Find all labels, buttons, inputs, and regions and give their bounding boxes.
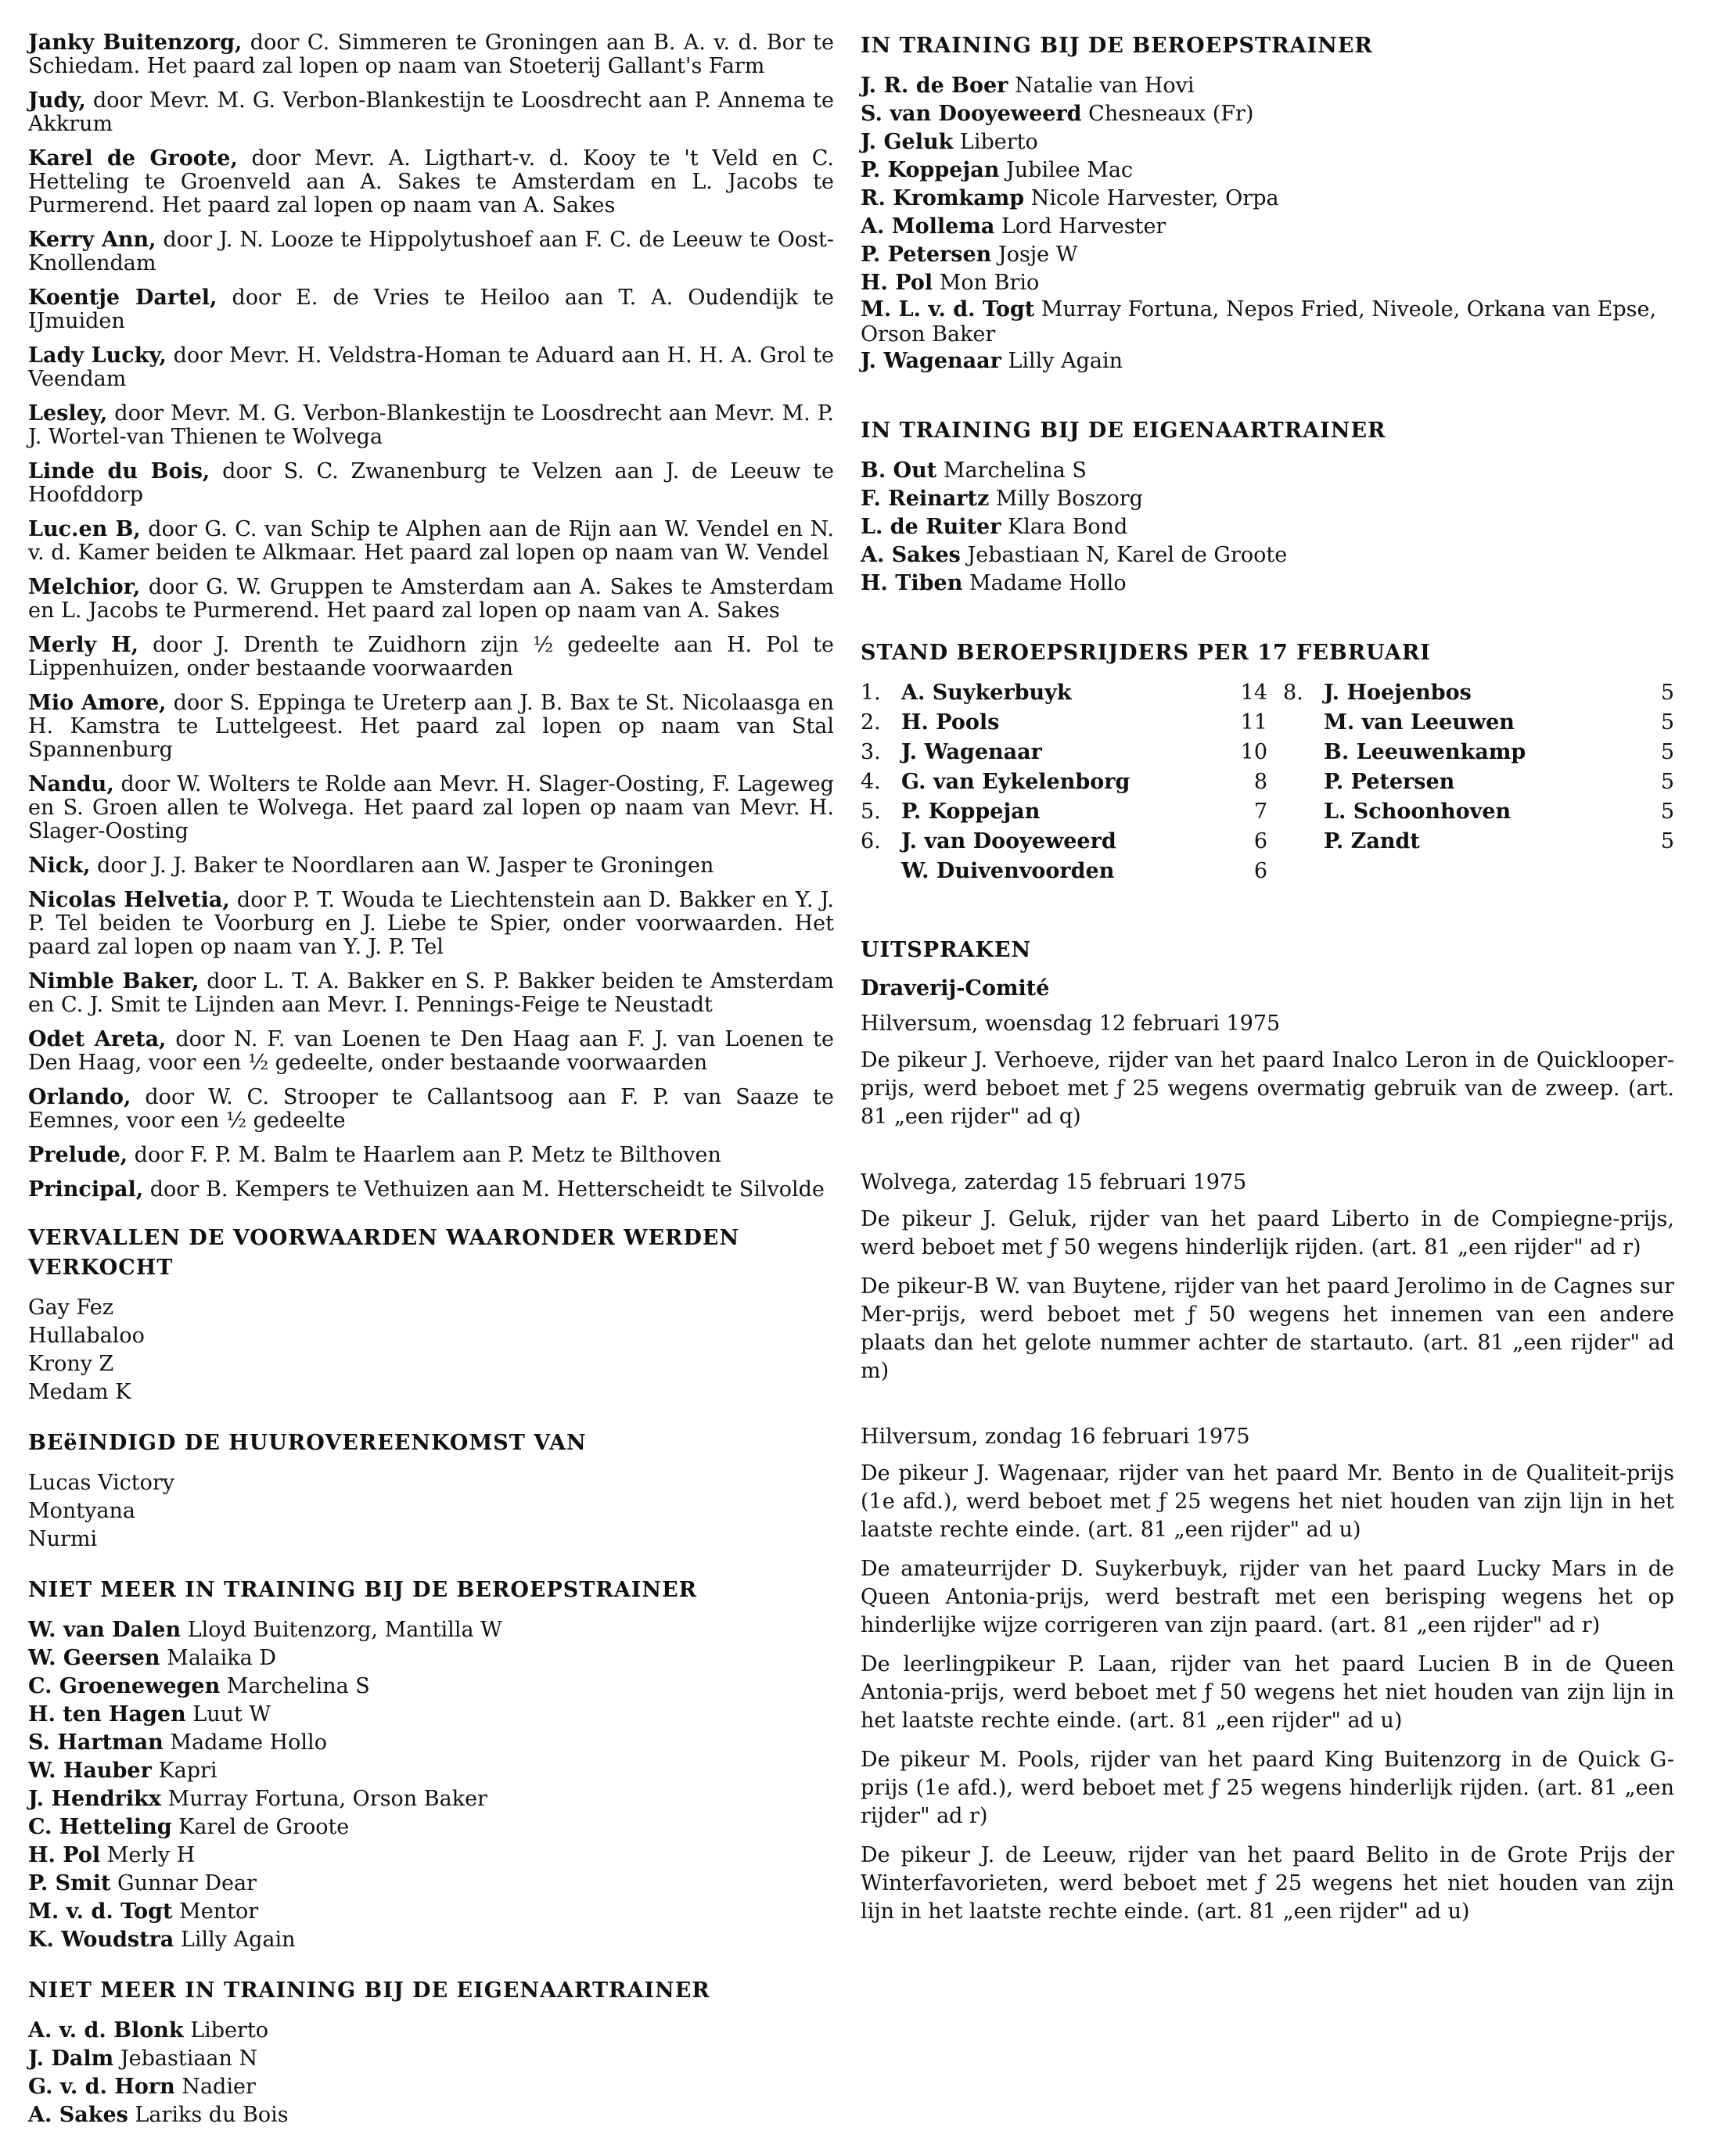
points: 8: [1253, 770, 1267, 794]
section-heading-niet-eigenaar: NIET MEER IN TRAINING BIJ DE EIGENAARTRAINER: [28, 1978, 710, 2003]
trainer-name: C. Groenewegen: [28, 1674, 221, 1698]
trainer-name: W. Hauber: [28, 1759, 152, 1783]
list-item: Medam K: [28, 1380, 131, 1404]
horse-list: Luut W: [192, 1702, 271, 1727]
trainer-name: F. Reinartz: [861, 487, 990, 511]
trainer-row: [861, 156, 1674, 185]
trainer-row: [28, 1673, 834, 1701]
horse-name: Janky Buitenzorg,: [28, 31, 243, 55]
standing-row: [861, 798, 1267, 826]
rank: [1283, 798, 1324, 826]
horse-name: Lady Lucky,: [28, 343, 167, 368]
points: 6: [1253, 829, 1267, 853]
trainer-name: A. v. d. Blonk: [28, 2018, 184, 2043]
rider-name: G. van Eykelenborg: [901, 770, 1130, 794]
horse-list: Lariks du Bois: [135, 2103, 289, 2127]
trainer-name: S. Hartman: [28, 1730, 164, 1755]
horse-list: Jubilee Mac: [1005, 158, 1134, 182]
trainer-name: M. L. v. d. Togt: [861, 297, 1035, 322]
transfer-entry: [28, 773, 834, 843]
trainer-row: [861, 541, 1674, 570]
points: 5: [1660, 740, 1674, 764]
rider-name: M. van Leeuwen: [1324, 710, 1515, 735]
trainer-row: [28, 1870, 834, 1898]
section-heading-stand: STAND BEROEPSRIJDERS PER 17 FEBRUARI: [861, 641, 1431, 665]
transfer-text: door Mevr. A. Ligthart-v. d. Kooy te 't Veld en C. Hetteling te Groenveld aan A. Sakes te Amsterdam en L. Jacobs te Purmerend. Het paard zal lopen op naam van A. Sakes: [28, 146, 834, 217]
trainer-row: [28, 2045, 834, 2073]
horse-name: Lesley,: [28, 401, 108, 426]
trainer-row: [861, 570, 1674, 598]
transfer-entry: [28, 518, 834, 565]
standing-row: [861, 679, 1267, 707]
trainer-name: P. Smit: [28, 1871, 111, 1895]
transfer-entry: [28, 1086, 834, 1133]
horse-list: Josje W: [997, 243, 1078, 267]
standings-table: [861, 679, 1674, 914]
horse-name: Koentje Dartel,: [28, 286, 217, 310]
list-item: Lucas Victory: [28, 1471, 175, 1495]
transfer-entry: [28, 31, 834, 78]
trainer-name: J. Hendrikx: [28, 1787, 161, 1811]
horse-list: Jebastiaan N, Karel de Groote: [967, 543, 1288, 567]
list-item: Montyana: [28, 1499, 135, 1523]
ruling-text: De pikeur J. Verhoeve, rijder van het paard Inalco Leron in de Quicklooper-prijs, werd beboet met ƒ 25 wegens overmatig gebruik van de zweep. (art. 81 „een rijder" ad q): [861, 1048, 1674, 1129]
trainer-name: H. Pol: [861, 271, 933, 295]
points: 5: [1660, 800, 1674, 824]
trainer-row: [861, 457, 1674, 485]
trainer-name: A. Sakes: [28, 2103, 128, 2127]
horse-list: Natalie van Hovi: [1015, 74, 1195, 98]
trainer-name: A. Mollema: [861, 214, 995, 239]
trainer-name: P. Petersen: [861, 243, 992, 267]
section-heading-vervallen: VERVALLEN DE VOORWAARDEN WAARONDER WERDEN VERKOCHT: [28, 1226, 740, 1280]
trainer-name: C. Hetteling: [28, 1815, 172, 1839]
rank: [1283, 738, 1324, 767]
trainer-row: [28, 1813, 834, 1842]
trainer-name: J. Dalm: [28, 2046, 114, 2071]
rank: [1283, 828, 1324, 856]
horse-name: Karel de Groote,: [28, 146, 238, 171]
transfer-text: door G. C. van Schip te Alphen aan de Rijn aan W. Vendel en N. v. d. Kamer beiden te Alkmaar. Het paard zal lopen op naam van W. Vendel: [28, 517, 835, 565]
transfer-text: door P. T. Wouda te Liechtenstein aan D. Bakker en Y. J. P. Tel beiden te Voorburg en J. Liebe te Spier, onder voorwaarden. Het paard zal lopen op naam van Y. J. P. Tel: [28, 888, 834, 959]
points: 10: [1240, 740, 1267, 764]
list-item: Nurmi: [28, 1527, 98, 1551]
transfer-entry: [28, 402, 834, 449]
transfer-entry: [28, 1028, 834, 1075]
trainer-name: P. Koppejan: [861, 158, 1000, 182]
points: 11: [1240, 710, 1267, 735]
trainer-name: K. Woudstra: [28, 1928, 174, 1952]
transfer-text: door W. Wolters te Rolde aan Mevr. H. Slager-Oosting, F. Lageweg en S. Groen allen te Wolvega. Het paard zal lopen op naam van Mevr. H. Slager-Oosting: [28, 772, 834, 843]
rider-name: J. Wagenaar: [901, 740, 1042, 764]
horse-list: Marchelina S: [943, 458, 1087, 483]
list-item: Gay Fez: [28, 1295, 113, 1320]
section-heading-niet-beroeps: NIET MEER IN TRAINING BIJ DE BEROEPSTRAINER: [28, 1578, 698, 1602]
horse-name: Kerry Ann,: [28, 228, 156, 252]
standing-row: [861, 828, 1267, 856]
horse-list: Karel de Groote: [178, 1815, 350, 1839]
trainer-name: B. Out: [861, 458, 937, 483]
rider-name: P. Zandt: [1324, 829, 1420, 853]
horse-list: Marchelina S: [226, 1674, 370, 1698]
standing-row: [861, 768, 1267, 796]
trainer-name: R. Kromkamp: [861, 186, 1025, 210]
trainer-row: [861, 241, 1674, 269]
rider-name: P. Koppejan: [901, 800, 1041, 824]
horse-list: Lilly Again: [1008, 349, 1123, 373]
section-heading-in-beroeps: IN TRAINING BIJ DE BEROEPSTRAINER: [861, 34, 1373, 58]
rider-name: P. Petersen: [1324, 770, 1455, 794]
standing-row: [1283, 768, 1674, 796]
ruling-text: De pikeur J. Wagenaar, rijder van het paard Mr. Bento in de Qualiteit-prijs (1e afd.), werd beboet met ƒ 25 wegens het niet houden van zijn lijn in het laatste rechte einde. (art. 81 „een rijder" ad u): [861, 1461, 1674, 1542]
trainer-row: [28, 1729, 834, 1757]
horse-list: Lord Harvester: [1001, 214, 1166, 239]
transfer-entry: [28, 344, 834, 391]
transfer-entry: [28, 147, 834, 217]
trainer-row: [861, 213, 1674, 241]
transfer-text: door B. Kempers te Vethuizen aan M. Hetterscheidt te Silvolde: [143, 1177, 825, 1202]
trainer-row: [28, 1644, 834, 1673]
rider-name: J. van Dooyeweerd: [901, 829, 1116, 853]
horse-name: Luc.en B,: [28, 517, 141, 541]
trainer-row: [861, 72, 1674, 100]
ruling-text: De leerlingpikeur P. Laan, rijder van het paard Lucien B in de Queen Antonia-prijs, werd beboet met ƒ 50 wegens het niet houden van zijn lijn in het laatste rechte einde. (art. 81 „een rijder" ad u): [861, 1652, 1674, 1733]
trainer-row: [861, 485, 1674, 513]
ruling-date: Hilversum, zondag 16 februari 1975: [861, 1425, 1250, 1449]
horse-name: Orlando,: [28, 1085, 131, 1109]
transfer-list: [28, 31, 834, 1202]
horse-name: Principal,: [28, 1177, 144, 1202]
right-column: [861, 31, 1674, 1937]
ruling-text: De pikeur J. de Leeuw, rijder van het paard Belito in de Grote Prijs der Winterfavorieten, werd beboet met ƒ 25 wegens het niet houden van zijn lijn in het laatste rechte einde. (art. 81 „een rijder" ad u): [861, 1843, 1674, 1924]
transfer-entry: [28, 228, 834, 275]
horse-name: Nandu,: [28, 772, 114, 796]
transfer-entry: [28, 89, 834, 136]
rank: 3.: [861, 740, 881, 764]
standing-row: [861, 857, 1267, 886]
horse-list: Murray Fortuna, Nepos Fried, Niveole, Orkana van Epse, Orson Baker: [861, 297, 1657, 347]
horse-name: Merly H,: [28, 633, 139, 657]
standing-row: [1283, 679, 1674, 707]
trainer-row: [861, 513, 1674, 541]
points: 14: [1240, 681, 1267, 705]
standing-row: [861, 738, 1267, 767]
trainer-row: [861, 269, 1674, 297]
transfer-text: door W. C. Strooper te Callantsoog aan F. P. van Saaze te Eemnes, voor een ½ gedeelte: [28, 1085, 834, 1133]
standing-row: [1283, 709, 1674, 737]
points: 5: [1660, 710, 1674, 735]
trainer-row: [861, 185, 1674, 213]
left-column: [28, 31, 834, 2129]
trainer-name: A. Sakes: [861, 543, 961, 567]
transfer-text: door J. Drenth te Zuidhorn zijn ½ gedeelte aan H. Pol te Lippenhuizen, onder bestaande voorwaarden: [28, 633, 835, 681]
horse-list: Nicole Harvester, Orpa: [1030, 186, 1279, 210]
trainer-name: G. v. d. Horn: [28, 2075, 175, 2099]
horse-name: Judy,: [28, 88, 86, 113]
horse-list: Merly H: [106, 1843, 196, 1867]
trainer-name: M. v. d. Togt: [28, 1899, 173, 1924]
rank: 4.: [861, 770, 881, 794]
section-heading-beeindigd: BEëINDIGD DE HUUROVEREENKOMST VAN: [28, 1431, 587, 1455]
rank: 8.: [1283, 681, 1303, 705]
horse-list: Mon Brio: [939, 271, 1040, 295]
standing-row: [1283, 798, 1674, 826]
trainer-row: [861, 128, 1674, 156]
transfer-entry: [28, 854, 834, 878]
horse-list: Jebastiaan N: [120, 2046, 258, 2071]
transfer-text: door L. T. A. Bakker en S. P. Bakker beiden te Amsterdam en C. J. Smit te Lijnden aan Mevr. I. Pennings-Feige te Neustadt: [28, 969, 834, 1017]
rider-name: W. Duivenvoorden: [901, 859, 1115, 883]
transfer-entry: [28, 1178, 834, 1202]
rank: 1.: [861, 681, 881, 705]
rank: [861, 857, 901, 886]
horse-list: Gunnar Dear: [117, 1871, 257, 1895]
points: 7: [1253, 800, 1267, 824]
standing-row: [1283, 738, 1674, 767]
ruling-text: De pikeur-B W. van Buytene, rijder van het paard Jerolimo in de Cagnes sur Mer-prijs, werd beboet met ƒ 50 wegens het innemen van een andere plaats dan het gelote nummer achter de startauto. (art. 81 „een rijder" ad m): [861, 1274, 1674, 1383]
standing-row: [861, 709, 1267, 737]
trainer-name: H. Tiben: [861, 571, 963, 595]
trainer-row: [28, 2017, 834, 2045]
horse-list: Klara Bond: [1008, 515, 1128, 539]
rider-name: A. Suykerbuyk: [901, 681, 1072, 705]
list-item: Hullabaloo: [28, 1324, 145, 1348]
list-item: Krony Z: [28, 1352, 114, 1376]
transfer-text: door S. C. Zwanenburg te Velzen aan J. de Leeuw te Hoofddorp: [28, 459, 834, 507]
transfer-entry: [28, 634, 834, 681]
horse-list: Liberto: [190, 2018, 269, 2043]
ruling-date: Wolvega, zaterdag 15 februari 1975: [861, 1170, 1247, 1195]
trainer-row: [28, 1842, 834, 1870]
horse-list: Lilly Again: [180, 1928, 296, 1952]
standings-right: [1283, 679, 1674, 857]
trainer-row: [28, 1616, 834, 1644]
points: 5: [1660, 829, 1674, 853]
rank: [1283, 768, 1324, 796]
horse-list: Liberto: [959, 130, 1038, 154]
trainer-row: [28, 1926, 834, 1954]
transfer-text: door E. de Vries te Heiloo aan T. A. Oudendijk te IJmuiden: [28, 286, 834, 333]
trainer-row: [861, 347, 1674, 376]
horse-name: Melchior,: [28, 575, 141, 599]
transfer-text: door S. Eppinga te Ureterp aan J. B. Bax te St. Nicolaasga en H. Kamstra te Luttelgeest. Het paard zal lopen op naam van Stal Spannenburg: [28, 691, 835, 762]
horse-name: Nicolas Helvetia,: [28, 888, 230, 912]
rider-name: H. Pools: [901, 710, 1000, 735]
transfer-text: door J. N. Looze te Hippolytushoef aan F. C. de Leeuw te Oost-Knollendam: [28, 228, 835, 275]
transfer-text: door Mevr. H. Veldstra-Homan te Aduard aan H. H. A. Grol te Veendam: [28, 343, 835, 391]
horse-name: Odet Areta,: [28, 1027, 167, 1051]
transfer-text: door Mevr. M. G. Verbon-Blankestijn te Loosdrecht aan Mevr. M. P. J. Wortel-van Thienen te Wolvega: [28, 401, 834, 449]
horse-name: Prelude,: [28, 1143, 128, 1167]
horse-name: Nick,: [28, 853, 91, 878]
standing-row: [1283, 828, 1674, 856]
horse-name: Nimble Baker,: [28, 969, 199, 994]
horse-list: Nadier: [182, 2075, 256, 2099]
rank: 6.: [861, 829, 881, 853]
horse-list: Lloyd Buitenzorg, Mantilla W: [187, 1618, 502, 1642]
transfer-text: door F. P. M. Balm te Haarlem aan P. Metz te Bilthoven: [128, 1143, 721, 1167]
transfer-entry: [28, 1144, 834, 1167]
trainer-row: [861, 100, 1674, 128]
section-heading-in-eigenaar: IN TRAINING BIJ DE EIGENAARTRAINER: [861, 419, 1386, 443]
horse-list: Mentor: [179, 1899, 259, 1924]
transfer-entry: [28, 889, 834, 959]
rank: [1283, 709, 1324, 737]
horse-list: Chesneaux (Fr): [1088, 102, 1254, 126]
trainer-name: J. R. de Boer: [861, 74, 1008, 98]
rider-name: B. Leeuwenkamp: [1324, 740, 1526, 764]
trainer-row: [28, 2101, 834, 2129]
points: 6: [1253, 859, 1267, 883]
transfer-text: door Mevr. M. G. Verbon-Blankestijn te Loosdrecht aan P. Annema te Akkrum: [28, 88, 834, 136]
transfer-entry: [28, 286, 834, 333]
transfer-text: door C. Simmeren te Groningen aan B. A. v. d. Bor te Schiedam. Het paard zal lopen op naam van Stoeterij Gallant's Farm: [28, 31, 835, 78]
horse-name: Linde du Bois,: [28, 459, 210, 483]
trainer-name: H. Pol: [28, 1843, 101, 1867]
trainer-name: W. Geersen: [28, 1646, 160, 1670]
trainer-name: J. Wagenaar: [861, 349, 1001, 373]
transfer-entry: [28, 576, 834, 623]
transfer-entry: [28, 460, 834, 507]
trainer-row: [861, 297, 1674, 347]
rank: 2.: [861, 710, 881, 735]
points: 5: [1660, 681, 1674, 705]
trainer-row: [28, 1757, 834, 1785]
horse-list: Madame Hollo: [969, 571, 1127, 595]
ruling-text: De pikeur J. Geluk, rijder van het paard Liberto in de Compiegne-prijs, werd beboet met ƒ 50 wegens hinderlijk rijden. (art. 81 „een rijder" ad r): [861, 1207, 1674, 1259]
ruling-text: De amateurrijder D. Suykerbuyk, rijder van het paard Lucky Mars in de Queen Antonia-prijs, werd bestraft met een berisping wegens het op hinderlijke wijze corrigeren van zijn paard. (art. 81 „een rijder" ad r): [861, 1557, 1674, 1637]
rider-name: J. Hoejenbos: [1324, 681, 1472, 705]
trainer-row: [28, 1898, 834, 1926]
trainer-name: L. de Ruiter: [861, 515, 1001, 539]
trainer-name: H. ten Hagen: [28, 1702, 186, 1727]
trainer-row: [28, 1701, 834, 1729]
transfer-text: door J. J. Baker te Noordlaren aan W. Jasper te Groningen: [90, 853, 714, 878]
horse-list: Milly Boszorg: [995, 487, 1143, 511]
rank: 5.: [861, 800, 881, 824]
section-heading-uitspraken: UITSPRAKEN: [861, 938, 1032, 962]
points: 5: [1660, 770, 1674, 794]
horse-list: Madame Hollo: [170, 1730, 327, 1755]
trainer-name: S. van Dooyeweerd: [861, 102, 1082, 126]
ruling-text: De pikeur M. Pools, rijder van het paard King Buitenzorg in de Quick G-prijs (1e afd.), werd beboet met ƒ 25 wegens hinderlijk rijden. (art. 81 „een rijder" ad r): [861, 1748, 1674, 1828]
horse-list: Murray Fortuna, Orson Baker: [167, 1787, 487, 1811]
ruling-date: Hilversum, woensdag 12 februari 1975: [861, 1012, 1281, 1036]
horse-list: Kapri: [158, 1759, 217, 1783]
transfer-text: door N. F. van Loenen te Den Haag aan F. J. van Loenen te Den Haag, voor een ½ gedeelte, onder bestaande voorwaarden: [28, 1027, 835, 1075]
trainer-name: J. Geluk: [861, 130, 954, 154]
transfer-text: door G. W. Gruppen te Amsterdam aan A. Sakes te Amsterdam en L. Jacobs te Purmerend. Het paard zal lopen op naam van A. Sakes: [28, 575, 834, 623]
committee-heading: Draverij-Comité: [861, 976, 1050, 1001]
trainer-name: W. van Dalen: [28, 1618, 182, 1642]
trainer-row: [28, 1785, 834, 1813]
trainer-row: [28, 2073, 834, 2101]
transfer-entry: [28, 970, 834, 1017]
transfer-entry: [28, 692, 834, 762]
horse-name: Mio Amore,: [28, 691, 167, 715]
standings-left: [861, 679, 1267, 887]
horse-list: Malaika D: [167, 1646, 276, 1670]
rider-name: L. Schoonhoven: [1324, 800, 1512, 824]
